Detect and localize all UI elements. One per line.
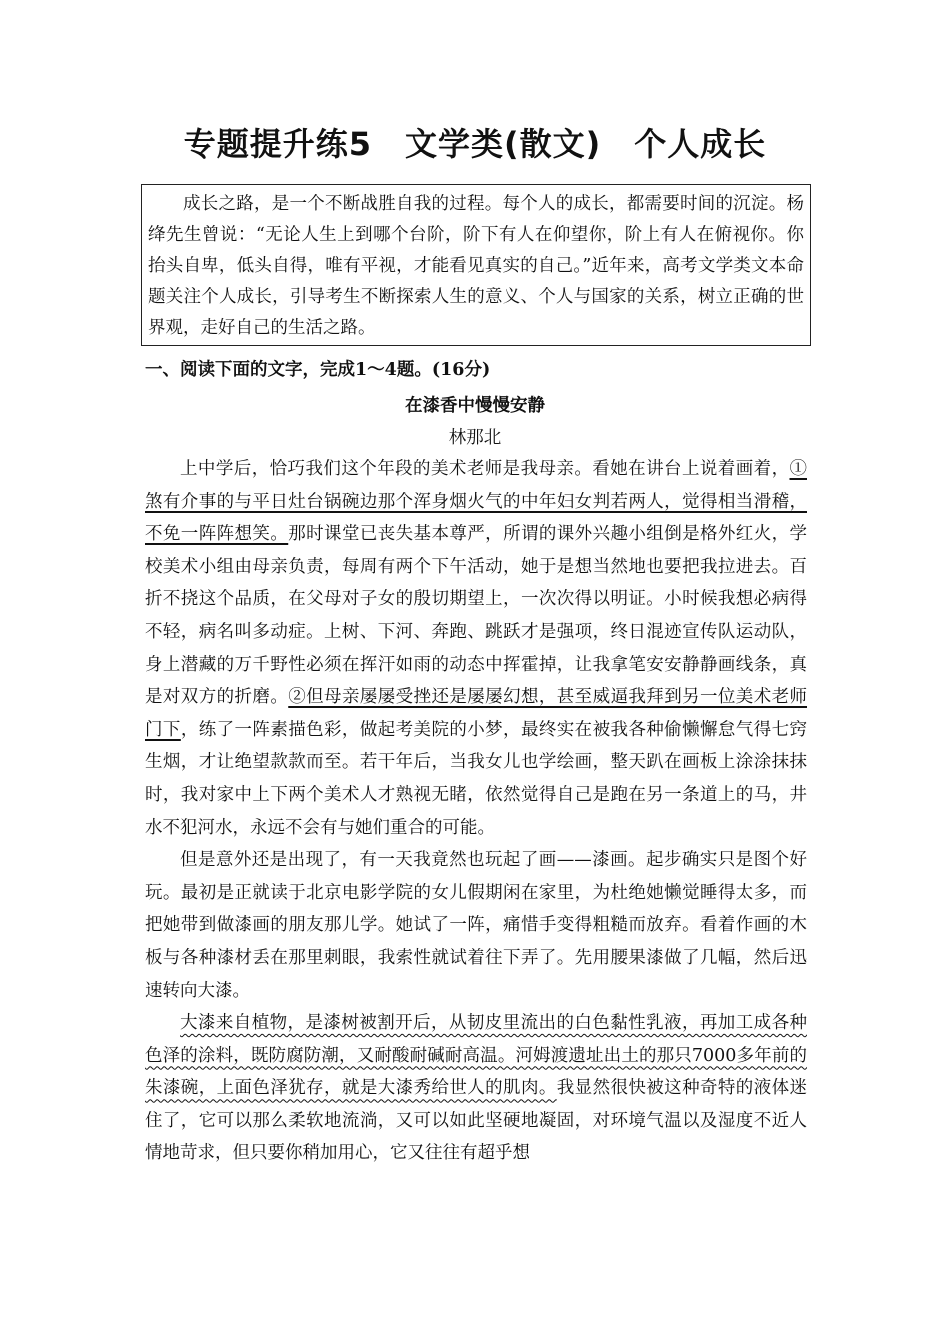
wavy-underlined-passage: 大漆来自植物，是漆树被割开后，从韧皮里流出的白色黏性乳液，再加工成各种色泽的涂料，既防腐防潮，又耐酸耐碱耐高温。河姆渡遗址出土的那只7000多年前的朱漆碗，上面色泽犹存，就是大漆秀给世人的肌肉。 <box>145 1013 807 1099</box>
page-title: 专题提升练5 文学类(散文) 个人成长 <box>183 125 767 163</box>
underlined-sentence-2: ②但母亲屡屡受挫还是屡屡幻想，甚至威逼我拜到另一位美术老师门下 <box>145 687 808 740</box>
essay-body <box>145 453 807 1170</box>
paragraph-text: 我显然很快被这种奇特的液体迷住了，它可以那么柔软地流淌，又可以如此坚硬地凝固，对环境气温以及湿度不近人情地苛求，但只要你稍加用心，它又往往有超乎想 <box>145 1078 808 1164</box>
intro-box: 成长之路，是一个不断战胜自我的过程。每个人的成长，都需要时间的沉淀。杨绛先生曾说：“无论人生上到哪个台阶，阶下有人在仰望你，阶上有人在俯视你。你抬头自卑，低头自得，唯有平视，才能看见真实的自己。”近年来，高考文学类文本命题关注个人成长，引导考生不断探索人生的意义、个人与国家的关系，树立正确的世界观，走好自己的生活之路。 <box>141 184 811 346</box>
underlined-sentence-1: ①煞有介事的与平日灶台锅碗边那个浑身烟火气的中年妇女判若两人，觉得相当滑稽，不免一阵阵想笑。 <box>145 459 807 545</box>
paragraph-1 <box>145 453 807 844</box>
essay-title: 在漆香中慢慢安静 <box>405 396 545 416</box>
paragraph-text: ，练了一阵素描色彩，做起考美院的小梦，最终实在被我各种偷懒懈怠气得七窍生烟，才让绝望款款而至。若干年后，当我女儿也学绘画，整天趴在画板上涂涂抹抹时，我对家中上下两个美术人才熟视无睹，依然觉得自己是跑在另一条道上的马，井水不犯河水，永远不会有与她们重合的可能。 <box>145 719 808 838</box>
essay-author: 林那北 <box>448 428 502 448</box>
paragraph-text: 那时课堂已丧失基本尊严，所谓的课外兴趣小组倒是格外红火，学校美术小组由母亲负责，每周有两个下午活动，她于是想当然地也要把我拉进去。百折不挠这个品质，在父母对子女的殷切期望上，一次次得以明证。小时候我想必病得不轻，病名叫多动症。上树、下河、奔跑、跳跃才是强项，终日混迹宣传队运动队，身上潜藏的万千野性必须在挥汗如雨的动态中挥霍掉，让我拿笔安安静静画线条，真是对双方的折磨。 <box>145 524 808 708</box>
paragraph-2: 但是意外还是出现了，有一天我竟然也玩起了画——漆画。起步确实只是图个好玩。最初是正就读于北京电影学院的女儿假期闲在家里，为杜绝她懒觉睡得太多，而把她带到做漆画的朋友那儿学。她试了一阵，痛惜手变得粗糙而放弃。看着作画的木板与各种漆材丢在那里刺眼，我索性就试着往下弄了。先用腰果漆做了几幅，然后迅速转向大漆。 <box>145 850 807 1001</box>
question-heading: 一、阅读下面的文字，完成1～4题。(16分) <box>145 360 491 380</box>
paragraph-text: 上中学后，恰巧我们这个年段的美术老师是我母亲。看她在讲台上说着画着， <box>180 459 790 479</box>
paragraph-3 <box>145 1007 807 1170</box>
